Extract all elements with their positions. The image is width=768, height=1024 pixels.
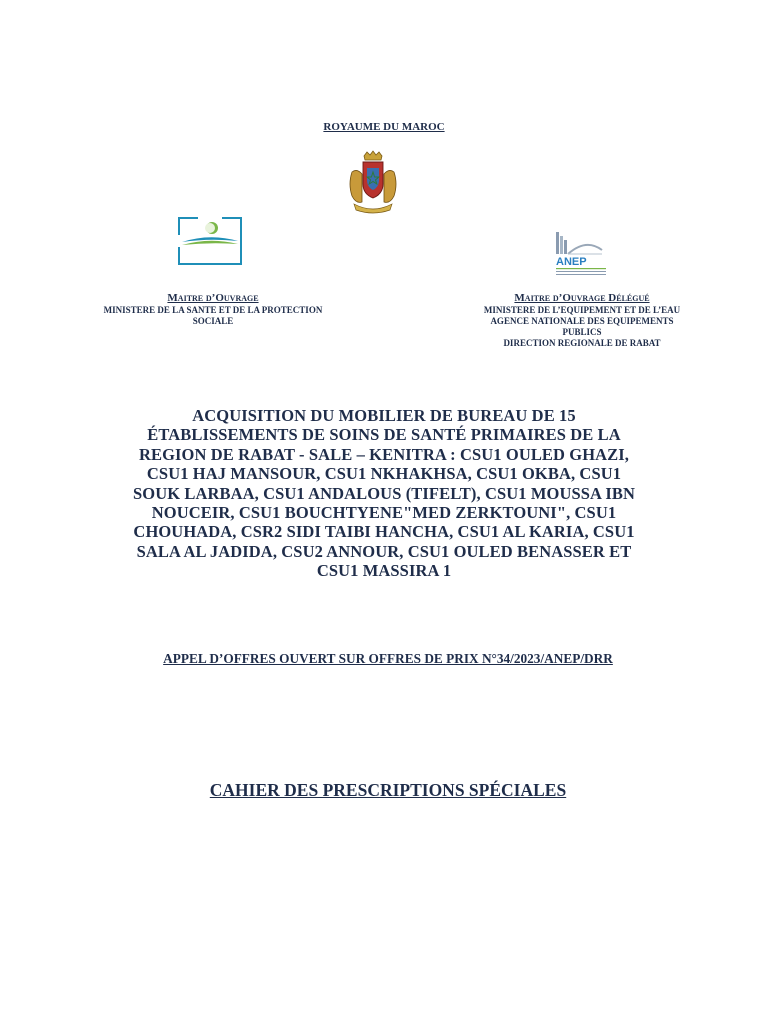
title-line: ACQUISITION DU MOBILIER DE BUREAU DE 15 xyxy=(192,406,576,425)
title-line: SALA AL JADIDA, CSU2 ANNOUR, CSU1 OULED BENASSER ET xyxy=(136,541,632,561)
ministry-health-logo xyxy=(178,217,242,265)
title-line: NOUCEIR, CSU1 BOUCHTYENE"MED ZERKTOUNI", CSU1 xyxy=(151,503,617,523)
kingdom-heading: ROYAUME DU MAROC xyxy=(323,121,445,133)
coat-of-arms-emblem xyxy=(346,150,400,216)
anep-logo xyxy=(546,228,616,282)
delegated-owner-line: PUBLICS xyxy=(562,327,602,337)
document-title xyxy=(100,406,668,581)
delegated-owner-line: DIRECTION REGIONALE DE RABAT xyxy=(503,338,661,348)
delegated-owner-block xyxy=(462,293,702,349)
delegated-owner-role: Maitre d’Ouvrage Délégué xyxy=(514,292,650,304)
project-owner-line: MINISTERE DE LA SANTE ET DE LA PROTECTION xyxy=(103,305,323,315)
title-line: SOUK LARBAA, CSU1 ANDALOUS (TIFELT), CSU1 MOUSSA IBN xyxy=(133,483,635,503)
tender-reference: APPEL D’OFFRES OUVERT SUR OFFRES DE PRIX N°34/2023/ANEP/DRR xyxy=(163,651,613,666)
title-line: CHOUHADA, CSR2 SIDI TAIBI HANCHA, CSU1 AL KARIA, CSU1 xyxy=(133,522,635,542)
document-type-heading: CAHIER DES PRESCRIPTIONS SPÉCIALES xyxy=(209,780,567,800)
title-line: REGION DE RABAT - SALE – KENITRA : CSU1 OULED GHAZI, xyxy=(138,444,630,464)
title-line: CSU1 HAJ MANSOUR, CSU1 NKHAKHSA, CSU1 OKBA, CSU1 xyxy=(146,464,622,484)
project-owner-role: Maitre d’Ouvrage xyxy=(167,292,259,304)
anep-logo-text: ANEP xyxy=(556,256,587,268)
project-owner-block xyxy=(82,293,344,327)
title-line: CSU1 MASSIRA 1 xyxy=(316,561,452,581)
delegated-owner-line: AGENCE NATIONALE DES EQUIPEMENTS xyxy=(490,316,674,326)
title-line: ÉTABLISSEMENTS DE SOINS DE SANTÉ PRIMAIRES DE LA xyxy=(147,425,621,445)
delegated-owner-line: MINISTERE DE L’EQUIPEMENT ET DE L’EAU xyxy=(483,305,681,315)
project-owner-line: SOCIALE xyxy=(192,316,234,326)
